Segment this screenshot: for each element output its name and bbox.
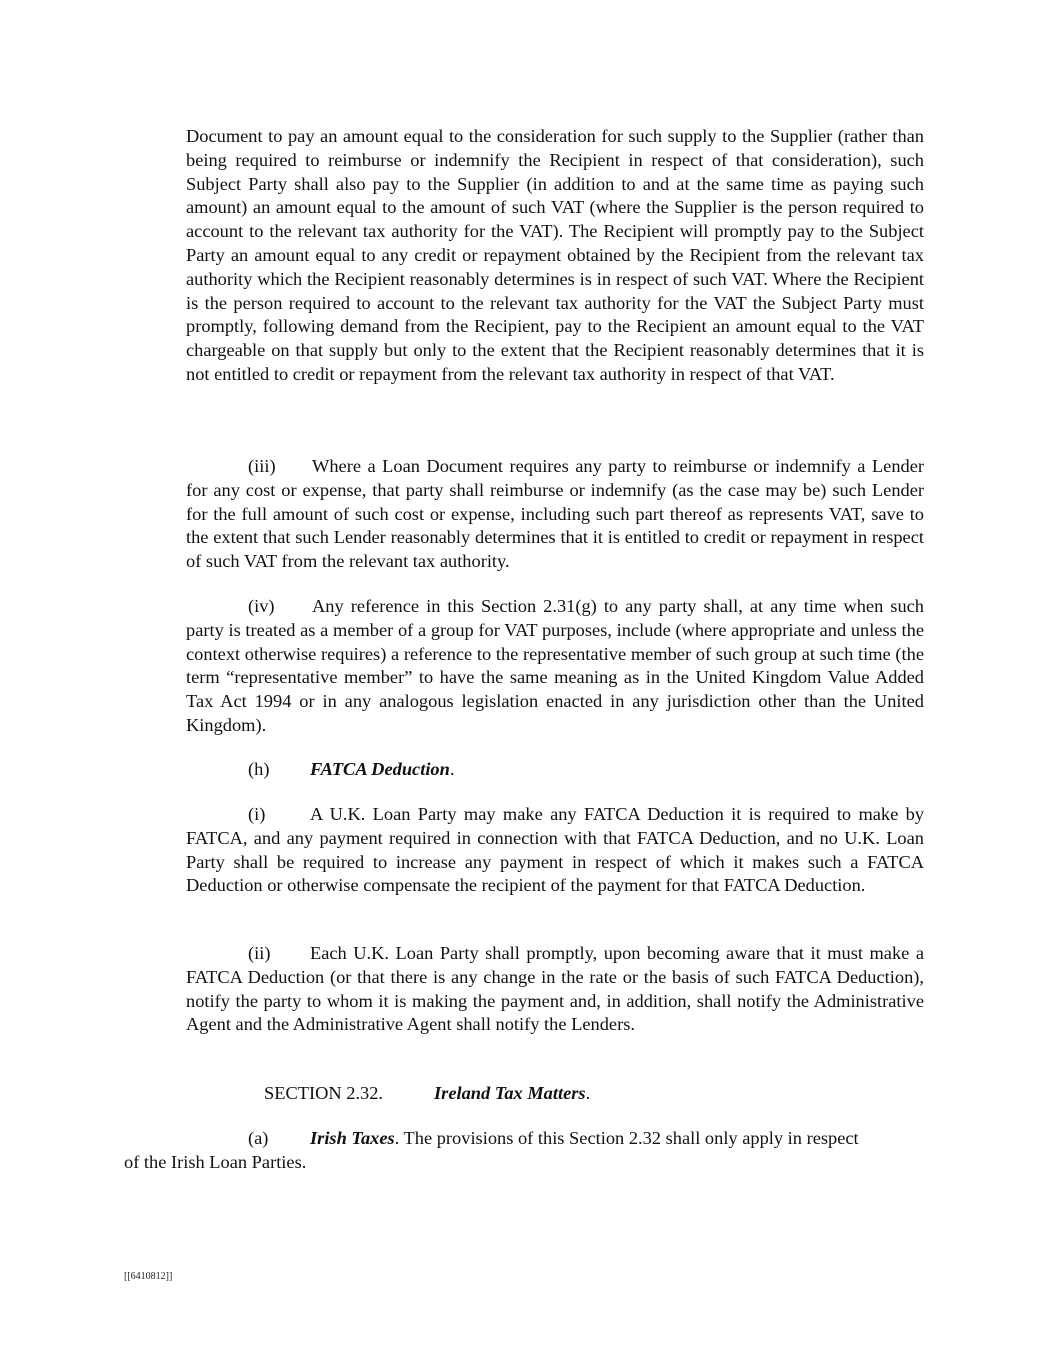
section-title: Ireland Tax Matters [434, 1083, 586, 1103]
clause-text: The provisions of this Section 2.32 shall only apply in respect [399, 1128, 859, 1148]
clause-text: Each U.K. Loan Party shall promptly, upon becoming aware that it must make a FATCA Deduction (or that there is any change in the rate or the basis of such FATCA Deduction), notify the party to whom it is making the payment and, in addition, shall notify the Administrative Agent and the Administrative Agent shall notify the Lenders. [186, 943, 924, 1035]
clause-iv [186, 595, 924, 738]
section-number: SECTION 2.32. [264, 1083, 384, 1103]
clause-number: (i) [248, 804, 266, 824]
clause-iii [186, 455, 924, 574]
heading-punctuation: . [394, 1128, 400, 1148]
clause-number: (h) [248, 759, 270, 779]
heading-punctuation: . [449, 759, 455, 779]
document-id-footer: [[6410812]] [124, 1271, 173, 1282]
paragraph-text: Document to pay an amount equal to the consideration for such supply to the Supplier (rather than being required to reimburse or indemnify the Recipient in respect of that consideration), such Subject Party shall also pay to the Supplier (in addition to and at the same time as paying such amount) an amount equal to the amount of such VAT (where the Supplier is the person required to account to the relevant tax authority for the VAT). The Recipient will promptly pay to the Subject Party an amount equal to any credit or repayment obtained by the Recipient from the relevant tax authority which the Recipient reasonably determines is in respect of such VAT. Where the Recipient is the person required to account to the relevant tax authority for the VAT the Subject Party must promptly, following demand from the Recipient, pay to the Recipient an amount equal to the VAT chargeable on that supply but only to the extent that the Recipient reasonably determines that it is not entitled to credit or repayment from the relevant tax authority in respect of that VAT. [186, 126, 924, 384]
clause-h-i [186, 803, 924, 898]
clause-number: (iv) [248, 596, 275, 616]
clause-text: A U.K. Loan Party may make any FATCA Deduction it is required to make by FATCA, and any payment required in connection with that FATCA Deduction, and no U.K. Loan Party shall be required to increase any payment in respect of which it makes such a FATCA Deduction or otherwise compensate the recipient of the payment for that FATCA Deduction. [186, 804, 924, 896]
clause-text-continued: of the Irish Loan Parties. [124, 1152, 307, 1172]
clause-h-ii [186, 942, 924, 1037]
clause-heading: Irish Taxes [310, 1128, 395, 1148]
clause-text: Where a Loan Document requires any party to reimburse or indemnify a Lender for any cost or expense, that party shall reimburse or indemnify (as the case may be) such Lender for the full amount of such cost or expense, including such part thereof as represents VAT, save to the extent that such Lender reasonably determines that it is entitled to credit or repayment in respect of such VAT from the relevant tax authority. [186, 456, 924, 572]
clause-number: (ii) [248, 943, 271, 963]
section-title-punctuation: . [585, 1083, 591, 1103]
section-heading [264, 1082, 590, 1106]
clause-a-line1 [248, 1127, 928, 1151]
clause-text: Any reference in this Section 2.31(g) to any party shall, at any time when such party is treated as a member of a group for VAT purposes, include (where appropriate and unless the context otherwise requires) a reference to the representative member of such group at such time (the term “representative member” to have the same meaning as in the United Kingdom Value Added Tax Act 1994 or in any analogous legislation enacted in any jurisdiction other than the United Kingdom). [186, 596, 924, 735]
clause-heading: FATCA Deduction [310, 759, 450, 779]
clause-number: (a) [248, 1128, 269, 1148]
clause-a-line2 [124, 1151, 928, 1175]
clause-number: (iii) [248, 456, 276, 476]
paragraph-vat-continued [186, 125, 924, 387]
clause-h [186, 758, 924, 782]
